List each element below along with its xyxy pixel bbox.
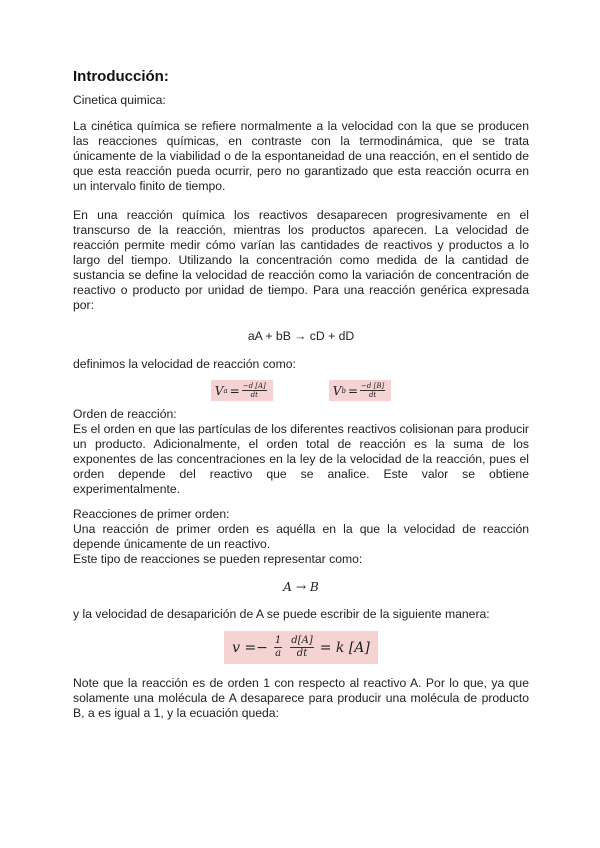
rate-b-equation	[329, 380, 391, 401]
rate-b-equals: =	[347, 383, 359, 398]
rate-a-equation	[211, 380, 273, 401]
paragraph-4: y la velocidad de desaparición de A se puede escribir de la siguiente manera:	[73, 607, 490, 621]
rate-law-equation	[224, 631, 378, 664]
rate-a-symbol: V	[214, 383, 224, 398]
rate-law-f1-numerator: 1	[274, 635, 282, 646]
rate-b-fraction	[360, 382, 385, 399]
rate-a-denominator: dt	[250, 391, 258, 399]
rate-law-f1-denominator: a	[275, 648, 282, 659]
primer-orden-text: Una reacción de primer orden es aquélla en la que la velocidad de reacción depende únicamente de un reactivo.	[73, 522, 529, 551]
rate-law-f2-denominator: dt	[296, 648, 308, 659]
a-to-b-equation: A → B	[283, 580, 319, 594]
paragraph-2: En una reacción química los reactivos desaparecen progresivamente en el transcurso de la reacción, mientras los productos aparecen. La velocidad de reacción permite medir cómo varían las cantidades de reactivos y productos a lo largo del tiempo. Utilizando la concentración como medida de la cantidad de sustancia se define la velocidad de reacción como la variación de concentración de reactivo o producto por unidad de tiempo. Para una reacción genérica expresada por:	[73, 208, 529, 312]
rate-law-fraction-1	[274, 635, 282, 660]
rate-b-subscript: b	[341, 386, 346, 395]
rate-a-fraction	[242, 382, 267, 399]
paragraph-3: definimos la velocidad de reacción como:	[73, 357, 296, 371]
paragraph-5: Note que la reacción es de orden 1 con respecto al reactivo A. Por lo que, ya que solamente una molécula de A desaparece para producir una molécula de producto B, a es igual a 1, y la ecuación queda:	[73, 676, 529, 720]
orden-title: Orden de reacción:	[73, 407, 177, 421]
rate-law-rhs: = k [A]	[319, 639, 370, 656]
rate-a-equals: =	[229, 383, 240, 398]
rate-a-numerator: −d [A]	[242, 382, 266, 390]
rate-b-denominator: dt	[368, 391, 377, 399]
paragraph-1: La cinética química se refiere normalmente a la velocidad con la que se producen las reacciones químicas, en contraste con la termodinámica, que se trata únicamente de la viabilidad o de la espontaneidad de una reacción, en el sentido de que esta reacción pueda ocurrir, pero no garantizado que esta reacción ocurra en un intervalo finito de tiempo.	[73, 119, 529, 193]
rate-law-lhs: v =−	[232, 639, 268, 656]
subtitle: Cinetica quimica:	[73, 93, 166, 107]
rate-a-subscript: a	[223, 386, 228, 395]
rate-b-numerator: −d [B]	[361, 382, 385, 390]
generic-equation: aA + bB → cD + dD	[247, 329, 355, 343]
primer-orden-title: Reacciones de primer orden:	[73, 507, 230, 521]
orden-text: Es el orden en que las partículas de los diferentes reactivos colisionan para producir un producto. Adicionalmente, el orden total de reacción es la suma de los exponentes de las concentraciones en la ley de la velocidad de la reacción, pues el orden depende del reactivo que se analice. Este valor se obtiene experimentalmente.	[73, 422, 529, 496]
rate-b-symbol: V	[332, 383, 342, 398]
rate-law-fraction-2	[290, 635, 313, 660]
rate-law-f2-numerator: d[A]	[291, 635, 313, 646]
rate-law-equation-wrap	[73, 631, 529, 664]
section-title: Introducción:	[73, 68, 169, 85]
document-page	[73, 68, 529, 721]
primer-orden-text-2: Este tipo de reacciones se pueden representar como:	[73, 552, 363, 566]
rate-equations	[73, 380, 529, 401]
